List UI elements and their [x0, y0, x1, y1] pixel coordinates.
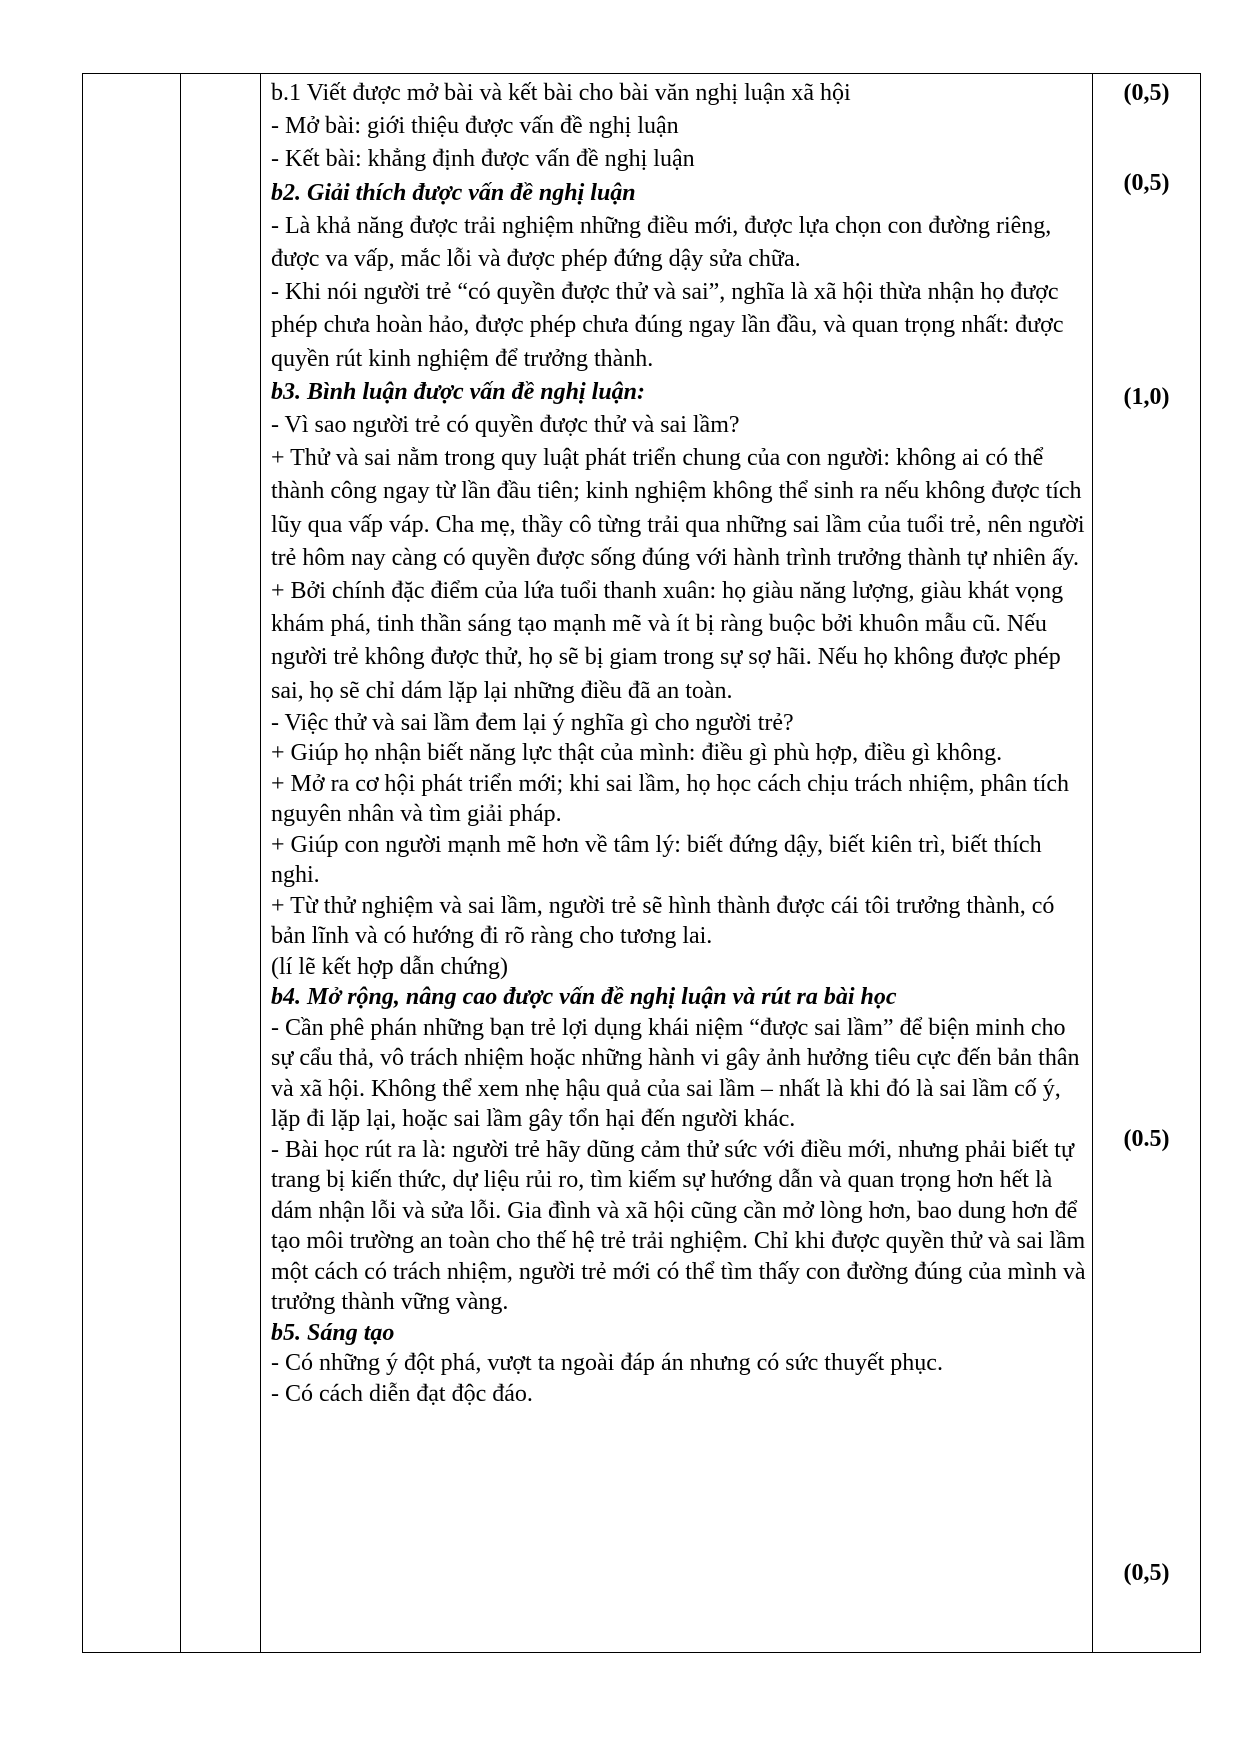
content-cell — [261, 74, 1093, 1653]
b5-paragraph-2: - Có cách diễn đạt độc đáo. — [271, 1380, 533, 1407]
b3-heading: b3. Bình luận được vấn đề nghị luận: — [271, 378, 646, 405]
score-b3: (1,0) — [1123, 384, 1170, 410]
b1-opening: - Mở bài: giới thiệu được vấn đề nghị luận — [271, 113, 679, 140]
empty-cell-col1 — [83, 74, 181, 1653]
b3-question-2: - Việc thử và sai lầm đem lại ý nghĩa gì cho người trẻ? — [271, 709, 794, 736]
b4-paragraph-2: - Bài học rút ra là: người trẻ hãy dũng cảm thử sức với điều mới, nhưng phải biết tự trang bị kiến thức, dự liệu rủi ro, tìm kiếm sự hướng dẫn và quan trọng hơn hết là dám nhận lỗi và sửa lỗi. Gia đình và xã hội cũng cần mở lòng hơn, bao dung hơn để tạo môi trường an toàn cho thế hệ trẻ trải nghiệm. Chỉ khi được quyền thử và sai lầm một cách có trách nhiệm, người trẻ mới có thể tìm thấy con đường đúng của mình và trưởng thành vững vàng. — [271, 1136, 1086, 1316]
b3-paragraph-6: + Từ thử nghiệm và sai lầm, người trẻ sẽ hình thành được cái tôi trưởng thành, có bản lĩnh và có hướng đi rõ ràng cho tương lai. — [271, 892, 1055, 950]
score-b5: (0,5) — [1123, 1560, 1170, 1586]
b4-paragraph-1: - Cần phê phán những bạn trẻ lợi dụng khái niệm “được sai lầm” để biện minh cho sự cẩu thả, vô trách nhiệm hoặc những hành vi gây ảnh hưởng tiêu cực đến bản thân và xã hội. Không thể xem nhẹ hậu quả của sai lầm – nhất là khi đó là sai lầm cố ý, lặp đi lặp lại, hoặc sai lầm gây tổn hại đến người khác. — [271, 1014, 1080, 1133]
b1-closing: - Kết bài: khẳng định được vấn đề nghị luận — [271, 146, 695, 173]
b3-paragraph-3: + Giúp họ nhận biết năng lực thật của mình: điều gì phù hợp, điều gì không. — [271, 740, 1003, 767]
b3-paragraph-2: + Bởi chính đặc điểm của lứa tuổi thanh xuân: họ giàu năng lượng, giàu khát vọng khám phá, tinh thần sáng tạo mạnh mẽ và ít bị ràng buộc bởi khuôn mẫu cũ. Nếu người trẻ không được thử, họ sẽ bị giam trong sự sợ hãi. Nếu họ không được phép sai, họ sẽ chỉ dám lặp lại những điều đã an toàn. — [271, 578, 1064, 704]
b2-paragraph-2: - Khi nói người trẻ “có quyền được thử và sai”, nghĩa là xã hội thừa nhận họ được phép chưa hoàn hảo, được phép chưa đúng ngay lần đầu, và quan trọng nhất: được quyền rút kinh nghiệm để trưởng thành. — [271, 279, 1064, 372]
b5-heading: b5. Sáng tạo — [271, 1319, 395, 1346]
score-b4: (0.5) — [1123, 1126, 1170, 1152]
scoring-table — [82, 73, 1201, 1653]
score-cell — [1093, 74, 1201, 1653]
b4-heading: b4. Mở rộng, nâng cao được vấn đề nghị luận và rút ra bài học — [271, 984, 897, 1011]
b1-title: b.1 Viết được mở bài và kết bài cho bài văn nghị luận xã hội — [271, 80, 851, 106]
b3-paragraph-1: + Thử và sai nằm trong quy luật phát triển chung của con người: không ai có thể thành công ngay từ lần đầu tiên; kinh nghiệm không thể sinh ra nếu không được tích lũy qua vấp váp. Cha mẹ, thầy cô từng trải qua những sai lầm của tuổi trẻ, nên người trẻ hôm nay càng có quyền được sống đúng với hành trình trưởng thành tự nhiên ấy. — [271, 445, 1085, 571]
b3-paragraph-4: + Mở ra cơ hội phát triển mới; khi sai lầm, họ học cách chịu trách nhiệm, phân tích nguyên nhân và tìm giải pháp. — [271, 770, 1070, 828]
b2-paragraph-1: - Là khả năng được trải nghiệm những điều mới, được lựa chọn con đường riêng, được va vấp, mắc lỗi và được phép đứng dậy sửa chữa. — [271, 212, 1052, 273]
table-row — [83, 74, 1201, 1653]
b3-note: (lí lẽ kết hợp dẫn chứng) — [271, 953, 508, 980]
b2-heading: b2. Giải thích được vấn đề nghị luận — [271, 179, 636, 206]
score-b2: (0,5) — [1123, 170, 1170, 196]
b3-paragraph-5: + Giúp con người mạnh mẽ hơn về tâm lý: biết đứng dậy, biết kiên trì, biết thích nghi. — [271, 831, 1042, 889]
b5-paragraph-1: - Có những ý đột phá, vượt ta ngoài đáp án nhưng có sức thuyết phục. — [271, 1350, 943, 1377]
empty-cell-col2 — [181, 74, 261, 1653]
score-b1: (0,5) — [1123, 80, 1170, 106]
b3-question-1: - Vì sao người trẻ có quyền được thử và sai lầm? — [271, 412, 740, 439]
